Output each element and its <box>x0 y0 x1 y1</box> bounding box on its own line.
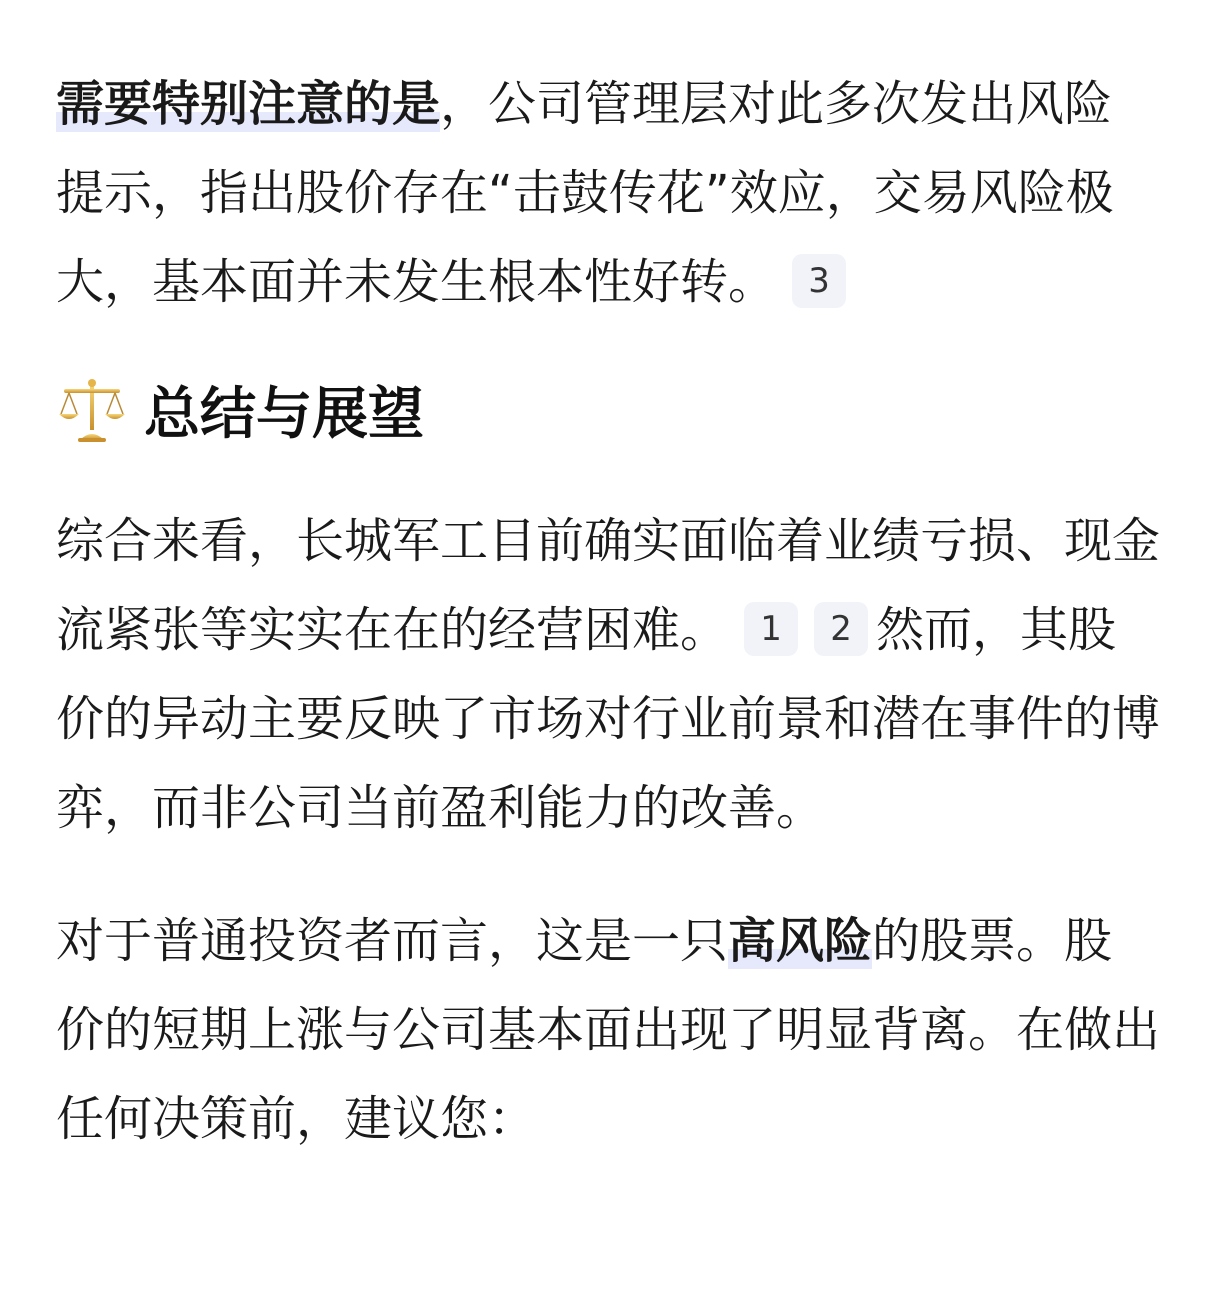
citation-badge[interactable]: 2 <box>814 602 868 656</box>
paragraph-text: 的股票。股价的短期上涨与公司基本面出现了明显背离。在做出任何决策前，建议您： <box>56 913 1161 1147</box>
paragraph-advice <box>56 897 1160 1164</box>
paragraph-risk-warning <box>56 60 1160 327</box>
paragraph-text: 然而，其股价的异动主要反映了市场对行业前景和潜在事件的博弈，而非公司当前盈利能力的改善。 <box>56 602 1161 836</box>
citation-badge[interactable]: 3 <box>792 254 846 308</box>
highlighted-phrase: 高风险 <box>728 913 873 969</box>
highlighted-phrase: 需要特别注意的是 <box>56 76 441 132</box>
paragraph-text: 综合来看，长城军工目前确实面临着业绩亏损、现金流紧张等实实在在的经营困难。 <box>56 513 1161 658</box>
citation-badge[interactable]: 1 <box>744 602 798 656</box>
balance-scale-icon <box>56 374 128 446</box>
section-heading-text: 总结与展望 <box>144 382 424 447</box>
section-heading <box>56 355 1160 465</box>
paragraph-summary <box>56 497 1160 853</box>
answer-content <box>56 60 1160 1164</box>
paragraph-text: 对于普通投资者而言，这是一只 <box>56 913 729 969</box>
paragraph-text: ，公司管理层对此多次发出风险提示，指出股价存在“击鼓传花”效应，交易风险极大，基本面并未发生根本性好转。 <box>56 76 1114 310</box>
